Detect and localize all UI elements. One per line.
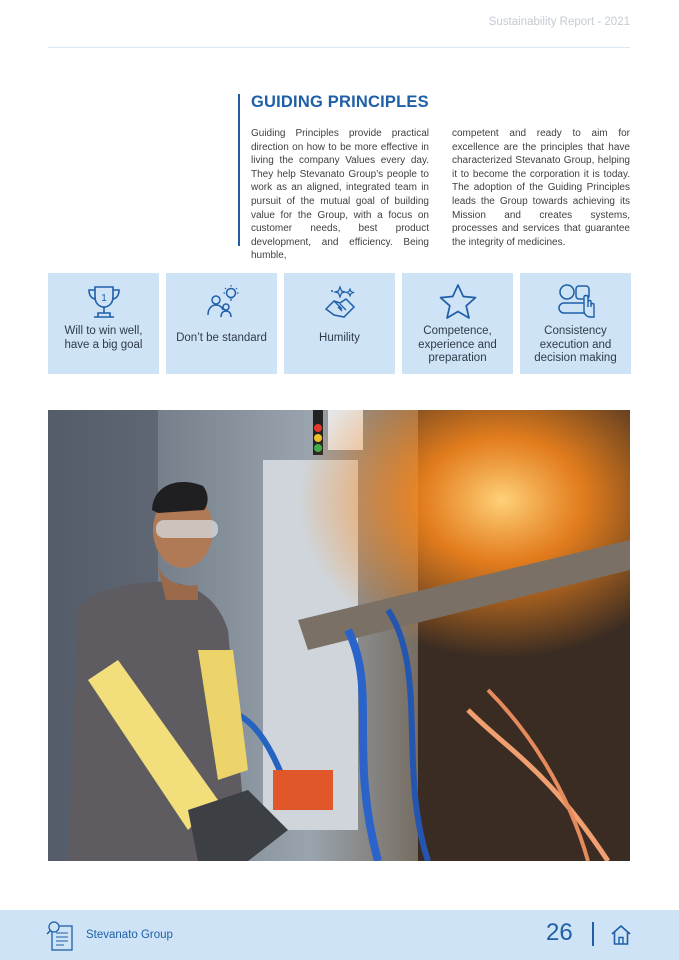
principle-label: Competence, experience and preparation (418, 325, 497, 365)
idea-people-icon (202, 283, 242, 323)
trophy-icon (84, 283, 124, 323)
principle-label: Will to win well, have a big goal (64, 325, 143, 351)
home-icon[interactable] (610, 924, 632, 946)
trophy-number: 1 (100, 293, 107, 304)
principle-card-humility (284, 273, 395, 374)
decision-icon (551, 283, 601, 323)
page-footer (0, 910, 679, 960)
principle-card-competence (402, 273, 513, 374)
principle-card-dont-be-standard (166, 273, 277, 374)
guiding-principles-grid (48, 273, 631, 374)
principle-card-will-to-win (48, 273, 159, 374)
worker-machine-photo (48, 410, 630, 861)
handshake-icon (320, 283, 360, 323)
principle-label: Don’t be standard (176, 332, 267, 344)
body-column-left: Guiding Principles provide practical direction on how to be more effective in living the company Values every day. They help Stevanato Group’s people to work as an aligned, integrated team in pursuit of the mutual goal of building value for the Group, with a focus on customer needs, best product development, and efficiency. Being humble, (251, 128, 429, 262)
footer-brand: Stevanato Group (86, 929, 173, 941)
principle-label: Humility (319, 332, 360, 344)
report-label: Sustainability Report - 2021 (488, 16, 630, 28)
title-accent-bar (238, 94, 240, 246)
body-column-right: competent and ready to aim for excellence are the principles that have characterized Stevanato Group, helping it to become the corporation it is today. The adoption of the Guiding Principles leads the Group towards achieving its Mission and creates systems, processes and services that guarantee the integrity of medicines. (452, 128, 630, 248)
page-number: 26 (546, 919, 573, 946)
document-search-icon (46, 920, 76, 952)
principle-label: Consistency execution and decision making (534, 325, 617, 365)
header-divider (48, 47, 630, 48)
principle-card-consistency (520, 273, 631, 374)
section-title: GUIDING PRINCIPLES (251, 93, 429, 111)
footer-divider (592, 922, 594, 946)
star-icon (438, 283, 478, 323)
